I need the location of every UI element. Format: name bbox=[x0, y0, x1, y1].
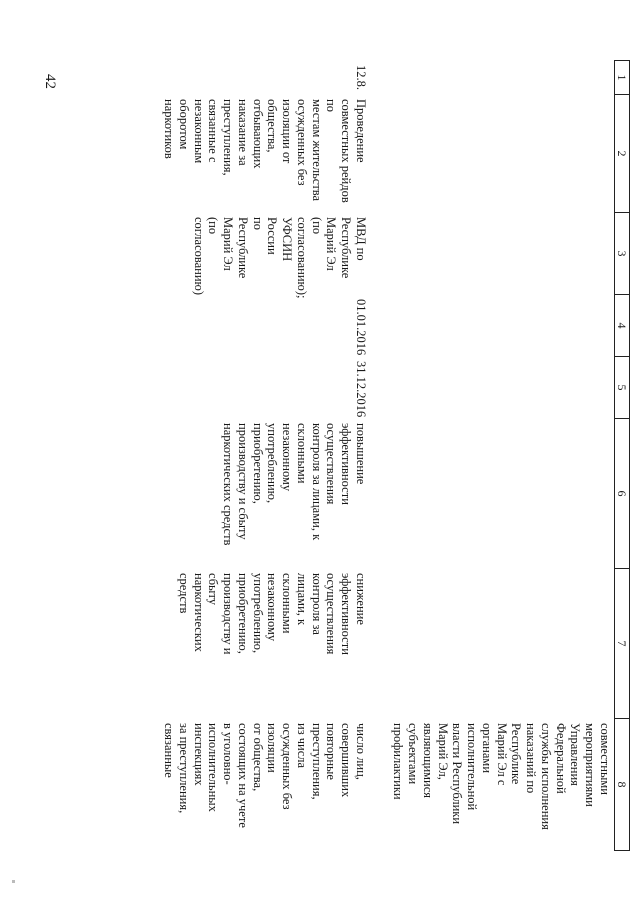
text-line: контроля за лицами, к bbox=[309, 423, 324, 541]
text-line: преступления, bbox=[309, 723, 324, 800]
text-line: повторные bbox=[324, 723, 339, 780]
text-line: Управления bbox=[568, 723, 583, 786]
text-line: употреблению, bbox=[265, 423, 280, 504]
text-line: органами bbox=[479, 723, 494, 774]
text-line: незаконному bbox=[265, 573, 280, 642]
header-col-3: 3 bbox=[614, 213, 629, 295]
text-line: контроля за bbox=[309, 573, 324, 635]
text-line: производству и сбыту bbox=[235, 423, 250, 540]
text-line: исполнительной bbox=[465, 723, 480, 811]
text-line: согласованию); bbox=[294, 217, 309, 299]
text-line: профилактики bbox=[391, 723, 406, 800]
text-line: Марий Эл (по bbox=[309, 217, 339, 271]
text-line: приобретению, bbox=[250, 423, 265, 504]
text-line: субъектами bbox=[406, 723, 421, 785]
text-line: являющимися bbox=[420, 723, 435, 799]
executor-cell bbox=[159, 213, 370, 299]
text-line: преступления, bbox=[221, 99, 236, 176]
text-line: совместных рейдов по bbox=[324, 99, 354, 203]
header-col-2: 2 bbox=[614, 95, 629, 213]
text-line: Проведение bbox=[353, 99, 368, 163]
continuation-indicator-cell bbox=[370, 719, 615, 851]
header-col-1: 1 bbox=[614, 61, 629, 95]
header-col-4: 4 bbox=[614, 295, 629, 357]
end-date: 31.12.2016 bbox=[353, 361, 368, 418]
text-line: незаконным оборотом bbox=[176, 99, 206, 164]
text-line: Марий Эл с bbox=[494, 723, 509, 786]
text-line: эффективности bbox=[339, 423, 354, 505]
text-line: осужденных без bbox=[294, 99, 309, 186]
text-line: связанные bbox=[162, 723, 177, 778]
start-date: 01.01.2016 bbox=[353, 299, 368, 356]
text-line: осуществления bbox=[324, 573, 339, 655]
header-row bbox=[614, 61, 629, 851]
goal-cell bbox=[159, 419, 370, 569]
text-line: наказаний по bbox=[524, 723, 539, 794]
header-col-5: 5 bbox=[614, 357, 629, 419]
text-line: приобретению, bbox=[235, 573, 250, 654]
scan-speck bbox=[12, 880, 15, 883]
text-line: осужденных без bbox=[280, 723, 295, 810]
header-col-8: 8 bbox=[614, 719, 629, 851]
text-line: УФСИН России bbox=[265, 217, 295, 262]
text-line: осуществления bbox=[324, 423, 339, 505]
table-row-12-8 bbox=[159, 61, 370, 851]
text-line: Республике bbox=[509, 723, 524, 785]
text-line: связанные с bbox=[206, 99, 221, 163]
text-line: за преступления, bbox=[176, 723, 191, 814]
text-line: число лиц, bbox=[353, 723, 368, 780]
text-line: Марий Эл, bbox=[435, 723, 450, 780]
text-line: наркотиков bbox=[162, 99, 177, 159]
text-line: Республике bbox=[339, 217, 354, 279]
text-line: согласованию) bbox=[191, 217, 206, 296]
action-cell bbox=[159, 95, 370, 213]
measures-table bbox=[159, 60, 630, 851]
text-line: изоляции от общества, bbox=[265, 99, 295, 164]
text-line: средств bbox=[176, 573, 191, 614]
header-col-6: 6 bbox=[614, 419, 629, 569]
text-line: Федеральной bbox=[553, 723, 568, 794]
text-line: в уголовно- bbox=[221, 723, 236, 785]
text-line: состоящих на учете bbox=[235, 723, 250, 828]
text-line: Марий Эл (по bbox=[206, 217, 236, 271]
text-line: незаконному bbox=[280, 423, 295, 492]
text-line: от общества, bbox=[250, 723, 265, 792]
text-line: наказание за bbox=[235, 99, 250, 166]
page-number: 42 bbox=[42, 74, 58, 89]
text-line: повышение bbox=[353, 423, 368, 485]
text-line: употреблению, bbox=[250, 573, 265, 654]
text-line: совершивших bbox=[339, 723, 354, 798]
text-line: лицами, к bbox=[294, 573, 309, 626]
text-line: власти Республики bbox=[450, 723, 465, 825]
text-line: совместными bbox=[597, 723, 612, 795]
text-line: местам жительства bbox=[309, 99, 324, 202]
text-line: инспекциях bbox=[191, 723, 206, 786]
text-line: производству и bbox=[221, 573, 236, 655]
text-line: снижение bbox=[353, 573, 368, 625]
text-line: исполнительных bbox=[206, 723, 221, 812]
text-line: отбывающих bbox=[250, 99, 265, 169]
text-line: службы исполнения bbox=[538, 723, 553, 830]
text-line: изоляции bbox=[265, 723, 280, 773]
text-line: по Республике bbox=[235, 217, 265, 279]
text-line: сбыту bbox=[206, 573, 221, 606]
text-line: эффективности bbox=[339, 573, 354, 655]
row-number: 12.8. bbox=[353, 65, 368, 90]
text-line: мероприятиями bbox=[583, 723, 598, 807]
text-line: из числа bbox=[294, 723, 309, 769]
text-line: МВД по bbox=[353, 217, 368, 261]
text-line: наркотических bbox=[191, 573, 206, 652]
header-col-7: 7 bbox=[614, 569, 629, 719]
text-line: наркотических средств bbox=[221, 423, 236, 546]
rotated-document-sheet bbox=[90, 60, 630, 850]
text-line: склонными bbox=[294, 423, 309, 484]
result-cell bbox=[159, 569, 370, 719]
continuation-row bbox=[370, 61, 615, 851]
text-line: склонными bbox=[280, 573, 295, 634]
indicator-cell bbox=[159, 719, 370, 851]
